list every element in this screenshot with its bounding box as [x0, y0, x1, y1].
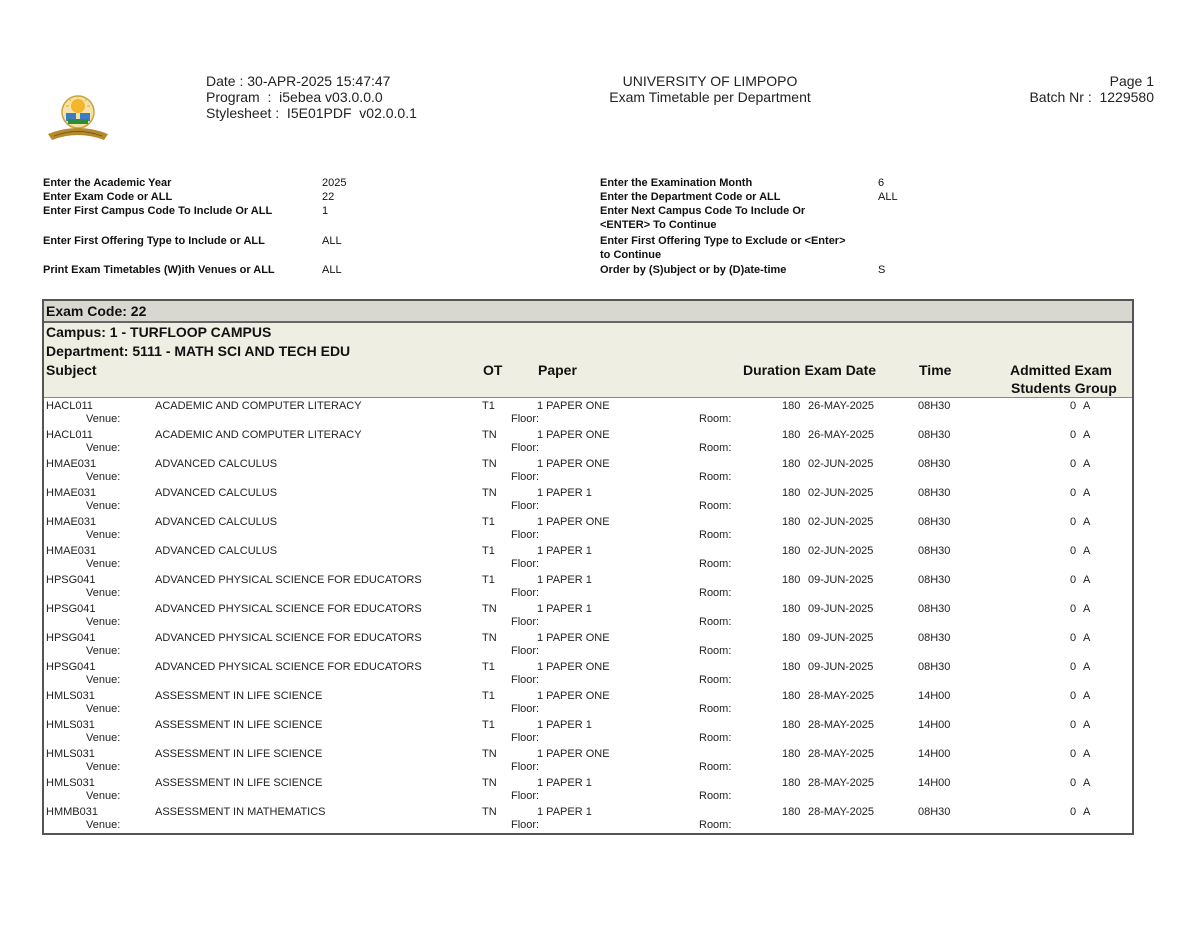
admitted-students: 0 — [1070, 603, 1077, 615]
offering-type: TN — [482, 603, 497, 615]
paper-name: 1 PAPER 1 — [537, 487, 592, 499]
exam-group: A — [1083, 603, 1091, 615]
table-row — [44, 543, 1132, 572]
paper-name: 1 PAPER 1 — [537, 603, 592, 615]
room-label: Room: — [699, 761, 732, 773]
subject-name: ADVANCED PHYSICAL SCIENCE FOR EDUCATORS — [155, 603, 422, 615]
room-label: Room: — [699, 645, 732, 657]
paper-name: 1 PAPER 1 — [537, 777, 592, 789]
venue-label: Venue: — [86, 500, 121, 512]
exam-group: A — [1083, 545, 1091, 557]
floor-label: Floor: — [511, 471, 540, 483]
subject-name: ASSESSMENT IN LIFE SCIENCE — [155, 748, 323, 760]
venue-label: Venue: — [86, 616, 121, 628]
exam-code-bar: Exam Code: 22 — [44, 301, 1132, 323]
exam-date: 26-MAY-2025 — [808, 429, 875, 441]
column-duration-date: Duration Exam Date — [743, 362, 877, 378]
venue-label: Venue: — [86, 645, 121, 657]
param-label: Enter the Department Code or ALL — [600, 191, 781, 203]
subject-name: ASSESSMENT IN LIFE SCIENCE — [155, 777, 323, 789]
exam-group: A — [1083, 400, 1091, 412]
offering-type: T1 — [482, 545, 495, 557]
exam-date: 28-MAY-2025 — [808, 806, 875, 818]
floor-label: Floor: — [511, 761, 540, 773]
exam-time: 08H30 — [918, 661, 951, 673]
param-label: Enter First Offering Type to Include or ALL — [43, 235, 265, 247]
duration: 180 — [782, 429, 801, 441]
subject-name: ASSESSMENT IN LIFE SCIENCE — [155, 719, 323, 731]
offering-type: TN — [482, 458, 497, 470]
room-label: Room: — [699, 587, 732, 599]
exam-time: 14H00 — [918, 748, 951, 760]
venue-label: Venue: — [86, 732, 121, 744]
paper-name: 1 PAPER ONE — [537, 400, 610, 412]
admitted-students: 0 — [1070, 574, 1077, 586]
admitted-students: 0 — [1070, 690, 1077, 702]
subject-code: HPSG041 — [46, 574, 96, 586]
venue-label: Venue: — [86, 471, 121, 483]
venue-label: Venue: — [86, 529, 121, 541]
param-label: Enter First Offering Type to Exclude or <Enter> — [600, 235, 846, 247]
department-title: Department: 5111 - MATH SCI AND TECH EDU — [46, 343, 351, 359]
offering-type: T1 — [482, 574, 495, 586]
offering-type: TN — [482, 487, 497, 499]
column-subject: Subject — [46, 362, 97, 378]
table-row — [44, 746, 1132, 775]
exam-group: A — [1083, 632, 1091, 644]
param-value: ALL — [322, 264, 342, 276]
exam-group: A — [1083, 748, 1091, 760]
column-students-group: Students Group — [1011, 380, 1117, 396]
admitted-students: 0 — [1070, 632, 1077, 644]
param-label: Enter the Academic Year — [43, 177, 172, 189]
floor-label: Floor: — [511, 442, 540, 454]
duration: 180 — [782, 806, 801, 818]
exam-date: 26-MAY-2025 — [808, 400, 875, 412]
room-label: Room: — [699, 819, 732, 831]
param-label: Enter the Examination Month — [600, 177, 753, 189]
column-paper: Paper — [538, 362, 577, 378]
admitted-students: 0 — [1070, 661, 1077, 673]
table-row — [44, 775, 1132, 804]
venue-label: Venue: — [86, 819, 121, 831]
paper-name: 1 PAPER 1 — [537, 719, 592, 731]
exam-time: 08H30 — [918, 574, 951, 586]
table-row — [44, 514, 1132, 543]
admitted-students: 0 — [1070, 429, 1077, 441]
exam-date: 02-JUN-2025 — [808, 458, 874, 470]
batch-number: Batch Nr : 1229580 — [1029, 89, 1154, 105]
exam-date: 02-JUN-2025 — [808, 487, 874, 499]
offering-type: T1 — [482, 719, 495, 731]
exam-date: 28-MAY-2025 — [808, 690, 875, 702]
offering-type: T1 — [482, 516, 495, 528]
exam-date: 09-JUN-2025 — [808, 661, 874, 673]
paper-name: 1 PAPER 1 — [537, 574, 592, 586]
exam-date: 09-JUN-2025 — [808, 574, 874, 586]
floor-label: Floor: — [511, 732, 540, 744]
exam-time: 08H30 — [918, 458, 951, 470]
param-value: 22 — [322, 191, 335, 203]
subject-code: HPSG041 — [46, 632, 96, 644]
floor-label: Floor: — [511, 500, 540, 512]
floor-label: Floor: — [511, 645, 540, 657]
subject-code: HPSG041 — [46, 661, 96, 673]
exam-date: 28-MAY-2025 — [808, 777, 875, 789]
subject-name: ACADEMIC AND COMPUTER LITERACY — [155, 429, 362, 441]
exam-group: A — [1083, 690, 1091, 702]
exam-time: 08H30 — [918, 516, 951, 528]
exam-time: 14H00 — [918, 777, 951, 789]
subject-name: ADVANCED PHYSICAL SCIENCE FOR EDUCATORS — [155, 632, 422, 644]
table-row — [44, 427, 1132, 456]
param-value: ALL — [878, 191, 898, 203]
param-value: S — [878, 264, 886, 276]
exam-time: 14H00 — [918, 719, 951, 731]
venue-label: Venue: — [86, 413, 121, 425]
floor-label: Floor: — [511, 558, 540, 570]
exam-time: 08H30 — [918, 806, 951, 818]
room-label: Room: — [699, 703, 732, 715]
floor-label: Floor: — [511, 587, 540, 599]
offering-type: T1 — [482, 690, 495, 702]
venue-label: Venue: — [86, 674, 121, 686]
exam-time: 14H00 — [918, 690, 951, 702]
campus-title: Campus: 1 - TURFLOOP CAMPUS — [46, 324, 272, 340]
timetable-section — [42, 299, 1134, 835]
room-label: Room: — [699, 674, 732, 686]
exam-date: 28-MAY-2025 — [808, 748, 875, 760]
exam-group: A — [1083, 487, 1091, 499]
duration: 180 — [782, 545, 801, 557]
table-row — [44, 456, 1132, 485]
report-title: Exam Timetable per Department — [609, 89, 811, 105]
paper-name: 1 PAPER ONE — [537, 690, 610, 702]
floor-label: Floor: — [511, 819, 540, 831]
admitted-students: 0 — [1070, 719, 1077, 731]
offering-type: T1 — [482, 400, 495, 412]
param-label: <ENTER> To Continue — [600, 219, 717, 231]
report-date: Date : 30-APR-2025 15:47:47 — [206, 73, 391, 89]
param-value: 6 — [878, 177, 885, 189]
subject-name: ADVANCED CALCULUS — [155, 516, 278, 528]
room-label: Room: — [699, 413, 732, 425]
param-label: Enter Next Campus Code To Include Or — [600, 205, 806, 217]
exam-group: A — [1083, 777, 1091, 789]
subject-code: HMLS031 — [46, 719, 95, 731]
subject-code: HACL011 — [46, 400, 93, 412]
exam-group: A — [1083, 806, 1091, 818]
subject-code: HACL011 — [46, 429, 93, 441]
param-label: Enter Exam Code or ALL — [43, 191, 173, 203]
subject-code: HMLS031 — [46, 690, 95, 702]
admitted-students: 0 — [1070, 777, 1077, 789]
venue-label: Venue: — [86, 587, 121, 599]
table-row — [44, 659, 1132, 688]
admitted-students: 0 — [1070, 806, 1077, 818]
university-logo — [44, 92, 112, 144]
venue-label: Venue: — [86, 790, 121, 802]
param-label: Print Exam Timetables (W)ith Venues or ALL — [43, 264, 275, 276]
table-header — [44, 323, 1132, 398]
subject-code: HMAE031 — [46, 458, 97, 470]
room-label: Room: — [699, 442, 732, 454]
exam-date: 09-JUN-2025 — [808, 632, 874, 644]
subject-code: HMLS031 — [46, 777, 95, 789]
subject-name: ADVANCED PHYSICAL SCIENCE FOR EDUCATORS — [155, 661, 422, 673]
table-row — [44, 485, 1132, 514]
duration: 180 — [782, 719, 801, 731]
room-label: Room: — [699, 529, 732, 541]
exam-time: 08H30 — [918, 400, 951, 412]
offering-type: TN — [482, 748, 497, 760]
subject-name: ADVANCED CALCULUS — [155, 487, 278, 499]
subject-name: ACADEMIC AND COMPUTER LITERACY — [155, 400, 362, 412]
paper-name: 1 PAPER 1 — [537, 806, 592, 818]
table-row — [44, 804, 1132, 833]
venue-label: Venue: — [86, 703, 121, 715]
duration: 180 — [782, 603, 801, 615]
paper-name: 1 PAPER ONE — [537, 748, 610, 760]
exam-group: A — [1083, 429, 1091, 441]
admitted-students: 0 — [1070, 458, 1077, 470]
exam-group: A — [1083, 661, 1091, 673]
room-label: Room: — [699, 790, 732, 802]
param-label: Enter First Campus Code To Include Or ALL — [43, 205, 273, 217]
column-ot: OT — [483, 362, 503, 378]
duration: 180 — [782, 516, 801, 528]
room-label: Room: — [699, 732, 732, 744]
duration: 180 — [782, 661, 801, 673]
subject-code: HMLS031 — [46, 748, 95, 760]
admitted-students: 0 — [1070, 545, 1077, 557]
subject-code: HPSG041 — [46, 603, 96, 615]
subject-name: ADVANCED PHYSICAL SCIENCE FOR EDUCATORS — [155, 574, 422, 586]
exam-date: 28-MAY-2025 — [808, 719, 875, 731]
exam-date: 02-JUN-2025 — [808, 516, 874, 528]
floor-label: Floor: — [511, 413, 540, 425]
room-label: Room: — [699, 558, 732, 570]
paper-name: 1 PAPER ONE — [537, 458, 610, 470]
exam-group: A — [1083, 719, 1091, 731]
exam-group: A — [1083, 516, 1091, 528]
exam-group: A — [1083, 458, 1091, 470]
exam-date: 09-JUN-2025 — [808, 603, 874, 615]
floor-label: Floor: — [511, 790, 540, 802]
duration: 180 — [782, 400, 801, 412]
page-number: Page 1 — [1109, 73, 1154, 89]
subject-name: ASSESSMENT IN MATHEMATICS — [155, 806, 326, 818]
table-row — [44, 630, 1132, 659]
offering-type: TN — [482, 806, 497, 818]
subject-name: ASSESSMENT IN LIFE SCIENCE — [155, 690, 323, 702]
room-label: Room: — [699, 471, 732, 483]
param-value: ALL — [322, 235, 342, 247]
column-time: Time — [919, 362, 952, 378]
institution-name: UNIVERSITY OF LIMPOPO — [622, 73, 798, 89]
exam-time: 08H30 — [918, 429, 951, 441]
paper-name: 1 PAPER ONE — [537, 661, 610, 673]
admitted-students: 0 — [1070, 516, 1077, 528]
venue-label: Venue: — [86, 761, 121, 773]
param-label: Order by (S)ubject or by (D)ate-time — [600, 264, 787, 276]
venue-label: Venue: — [86, 442, 121, 454]
exam-date: 02-JUN-2025 — [808, 545, 874, 557]
paper-name: 1 PAPER ONE — [537, 632, 610, 644]
venue-label: Venue: — [86, 558, 121, 570]
paper-name: 1 PAPER ONE — [537, 516, 610, 528]
duration: 180 — [782, 690, 801, 702]
report-page-info — [1029, 73, 1154, 105]
report-stylesheet: Stylesheet : I5E01PDF v02.0.0.1 — [206, 105, 417, 121]
subject-code: HMAE031 — [46, 516, 97, 528]
table-row — [44, 572, 1132, 601]
subject-name: ADVANCED CALCULUS — [155, 458, 278, 470]
duration: 180 — [782, 748, 801, 760]
column-admitted: Admitted Exam — [1010, 362, 1112, 378]
duration: 180 — [782, 458, 801, 470]
exam-time: 08H30 — [918, 632, 951, 644]
subject-code: HMAE031 — [46, 487, 97, 499]
room-label: Room: — [699, 500, 732, 512]
admitted-students: 0 — [1070, 748, 1077, 760]
subject-name: ADVANCED CALCULUS — [155, 545, 278, 557]
param-value: 2025 — [322, 177, 347, 189]
subject-code: HMMB031 — [46, 806, 98, 818]
report-program: Program : i5ebea v03.0.0.0 — [206, 89, 383, 105]
floor-label: Floor: — [511, 616, 540, 628]
offering-type: TN — [482, 429, 497, 441]
paper-name: 1 PAPER 1 — [537, 545, 592, 557]
exam-time: 08H30 — [918, 545, 951, 557]
table-row — [44, 688, 1132, 717]
duration: 180 — [782, 574, 801, 586]
exam-time: 08H30 — [918, 603, 951, 615]
offering-type: T1 — [482, 661, 495, 673]
table-row — [44, 717, 1132, 746]
floor-label: Floor: — [511, 674, 540, 686]
report-heading — [560, 73, 860, 105]
admitted-students: 0 — [1070, 400, 1077, 412]
offering-type: TN — [482, 632, 497, 644]
duration: 180 — [782, 777, 801, 789]
room-label: Room: — [699, 616, 732, 628]
param-label: to Continue — [600, 249, 662, 261]
table-row — [44, 601, 1132, 630]
exam-time: 08H30 — [918, 487, 951, 499]
floor-label: Floor: — [511, 529, 540, 541]
duration: 180 — [782, 632, 801, 644]
admitted-students: 0 — [1070, 487, 1077, 499]
report-meta — [206, 73, 417, 121]
exam-group: A — [1083, 574, 1091, 586]
floor-label: Floor: — [511, 703, 540, 715]
subject-code: HMAE031 — [46, 545, 97, 557]
param-value: 1 — [322, 205, 329, 217]
paper-name: 1 PAPER ONE — [537, 429, 610, 441]
duration: 180 — [782, 487, 801, 499]
table-row — [44, 398, 1132, 427]
offering-type: TN — [482, 777, 497, 789]
